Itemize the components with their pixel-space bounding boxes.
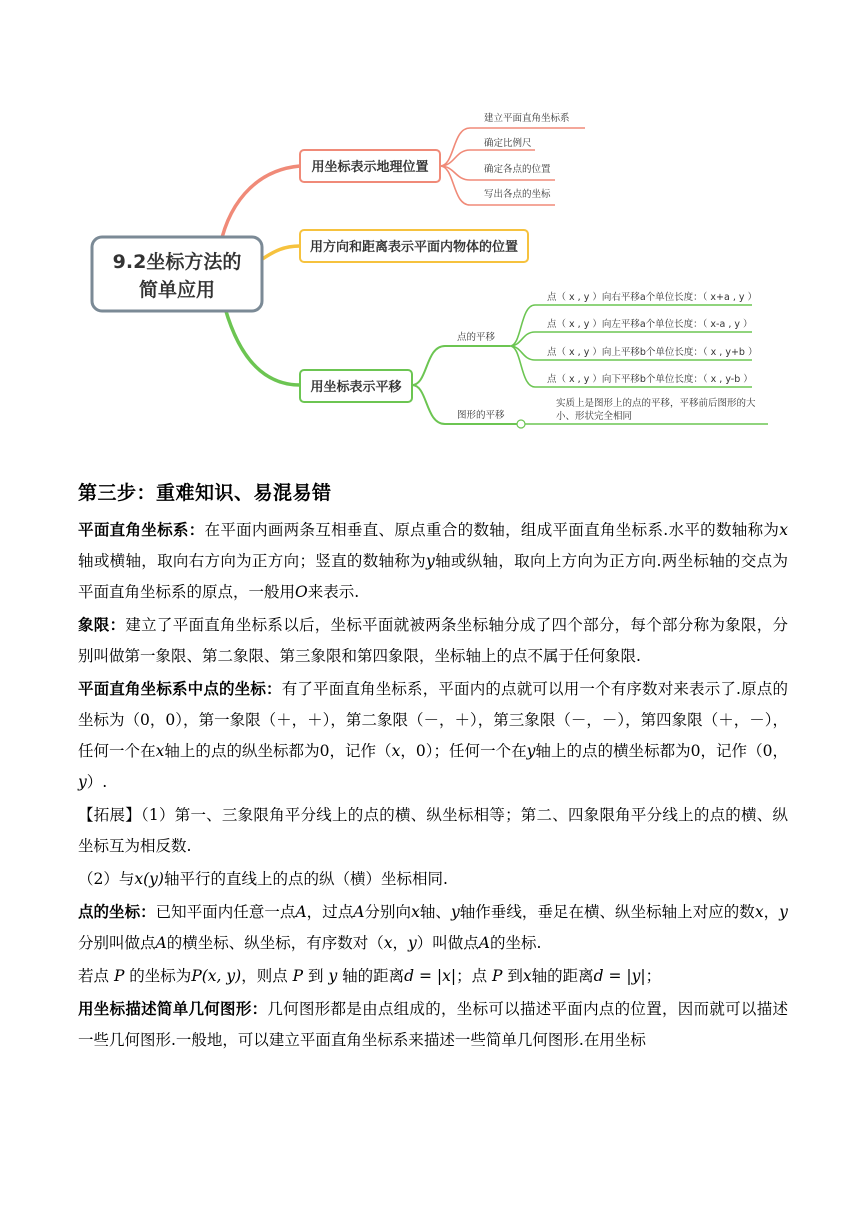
leaf-move-down[interactable]: 点（ x , y ）向下平移b个单位长度：（ x , y-b ） [547,374,753,385]
text: ，则点 [241,967,293,985]
var-a: A [353,903,365,921]
text: ，0）；任何一个在 [400,742,527,760]
var-x: x [155,742,165,760]
text: 轴或纵轴，取向上方向为正方向.两坐标轴的交点为平面直角坐标系的原点，一般用 [78,552,788,601]
root-title-line1: 9.2坐标方法的 [112,251,242,273]
mind-map [0,0,860,440]
branch-translation-label: 用坐标表示平移 [310,380,402,395]
text: 的坐标为 [124,967,192,985]
text: ；点 [456,967,493,985]
var-a: A [478,934,490,952]
var-o: O [295,583,308,601]
para-extension-1 [78,800,788,862]
formula-distance-y-axis: d = |x| [404,967,457,985]
text: 轴平行的直线上的点的纵（横）坐标相同. [163,870,448,888]
var-a: A [295,903,307,921]
para-point-coordinates [78,674,788,798]
term-point-coordinate: 点的坐标： [78,903,156,921]
text: 若点 [78,967,114,985]
var-p: P [113,967,125,985]
root-title-line2: 简单应用 [138,279,216,301]
var-y: y [526,742,536,760]
text: ， [392,934,408,952]
branch-geo-position-label: 用坐标表示地理位置 [311,160,429,175]
connector-branch3 [225,308,300,385]
branch-direction-distance-label: 用方向和距离表示平面内物体的位置 [309,240,519,255]
leaf-move-right[interactable]: 点（ x , y ）向右平移a个单位长度：（ x+a , y ） [547,292,758,303]
para-point-coordinate-def [78,897,788,959]
var-y: y [78,773,87,791]
leaf-establish-coordinate[interactable]: 建立平面直角坐标系 [484,113,570,124]
var-y: y [779,903,788,921]
sub-point-translation[interactable]: 点的平移 [457,332,496,343]
text: 轴作垂线，垂足在横、纵坐标轴上对应的数 [459,903,755,921]
text: 【拓展】（1）第一、三象限角平分线上的点的横、纵坐标相等；第二、四象限角平分线上的点的横、纵坐标互为相反数. [78,806,788,855]
leaf-move-left[interactable]: 点（ x , y ）向左平移a个单位长度：（ x-a , y ） [547,319,753,330]
var-y: y [328,967,338,985]
text: 有了平面直角坐标系，平面内的点就可以用一个有序数对来表示了.原点的坐标为（0，0），第一象限（＋，＋），第二象限（－，＋），第三象限（－，－），第四象限（＋，－），任何一个在 [78,680,788,760]
term-quadrant: 象限： [78,616,126,634]
text: 轴、 [419,903,451,921]
var-x: x [383,934,393,952]
text: 的坐标. [489,934,542,952]
leaf-point-positions[interactable]: 确定各点的位置 [484,164,551,175]
para-coordinate-system [78,515,788,608]
para-quadrant [78,610,788,672]
text: ； [645,967,662,985]
para-distance [78,961,788,992]
leaf-scale[interactable]: 确定比例尺 [484,138,532,149]
document-body [78,478,788,1058]
text: 轴或横轴，取向右方向为正方向；竖直的数轴称为 [78,552,426,570]
var-y: y [425,552,435,570]
text: （2）与 [78,870,135,888]
text: 分别叫做点 [78,934,156,952]
text: 分别向 [364,903,412,921]
text: 轴的距离 [337,967,405,985]
formula-p-xy: P(x, y) [191,967,242,985]
leaf-figure-note-line2[interactable]: 小、形状完全相同 [556,411,633,422]
para-geometry [78,994,788,1056]
var-x: x [754,903,764,921]
text: 的横坐标、纵坐标，有序数对（ [166,934,384,952]
text: 在平面内画两条互相垂直、原点重合的数轴，组成平面直角坐标系.水平的数轴称为 [204,521,780,539]
formula-distance-x-axis: d = |y| [593,967,646,985]
var-y: y [408,934,417,952]
text: 来表示. [307,583,360,601]
text: ， [763,903,780,921]
var-p: P [292,967,304,985]
sub-figure-translation[interactable]: 图形的平移 [457,410,505,421]
para-extension-2 [78,864,788,895]
collapse-toggle[interactable] [517,420,525,428]
text: 建立了平面直角坐标系以后，坐标平面就被两条坐标轴分成了四个部分，每个部分称为象限，分别叫做第一象限、第二象限、第三象限和第四象限，坐标轴上的点不属于任何象限. [78,616,788,665]
var-p: P [492,967,503,985]
var-xy: x(y) [134,870,164,888]
text: 轴的距离 [531,967,594,985]
leaf-point-coordinates[interactable]: 写出各点的坐标 [484,189,551,200]
leaf-figure-note-line1[interactable]: 实质上是图形上的点的平移，平移前后图形的大 [556,398,756,409]
text: 已知平面内任意一点 [155,903,296,921]
term-coordinate-system: 平面直角坐标系： [78,521,205,539]
text: ）叫做点 [416,934,479,952]
text: ）. [86,773,108,791]
term-geometry: 用坐标描述简单几何图形： [78,1000,268,1018]
var-x: x [411,903,420,921]
connector-branch2 [258,246,300,262]
text: 几何图形都是由点组成的，坐标可以描述平面内点的位置，因而就可以描述一些几何图形.一般地，可以建立平面直角坐标系来描述一些简单几何图形.在用坐标 [78,1000,788,1049]
var-x: x [391,742,401,760]
text: 轴上的点的横坐标都为0，记作（0， [535,742,788,760]
term-point-coordinates: 平面直角坐标系中点的坐标： [78,680,282,698]
var-x: x [522,967,532,985]
text: 到 [502,967,523,985]
var-y: y [450,903,460,921]
section-heading: 第三步：重难知识、易混易错 [78,482,332,504]
var-x: x [779,521,788,539]
var-a: A [155,934,167,952]
text: 到 [303,967,329,985]
text: 轴上的点的纵坐标都为0，记作（ [164,742,392,760]
text: ，过点 [306,903,354,921]
leaf-move-up[interactable]: 点（ x , y ）向上平移b个单位长度：（ x , y+b ） [547,347,758,358]
